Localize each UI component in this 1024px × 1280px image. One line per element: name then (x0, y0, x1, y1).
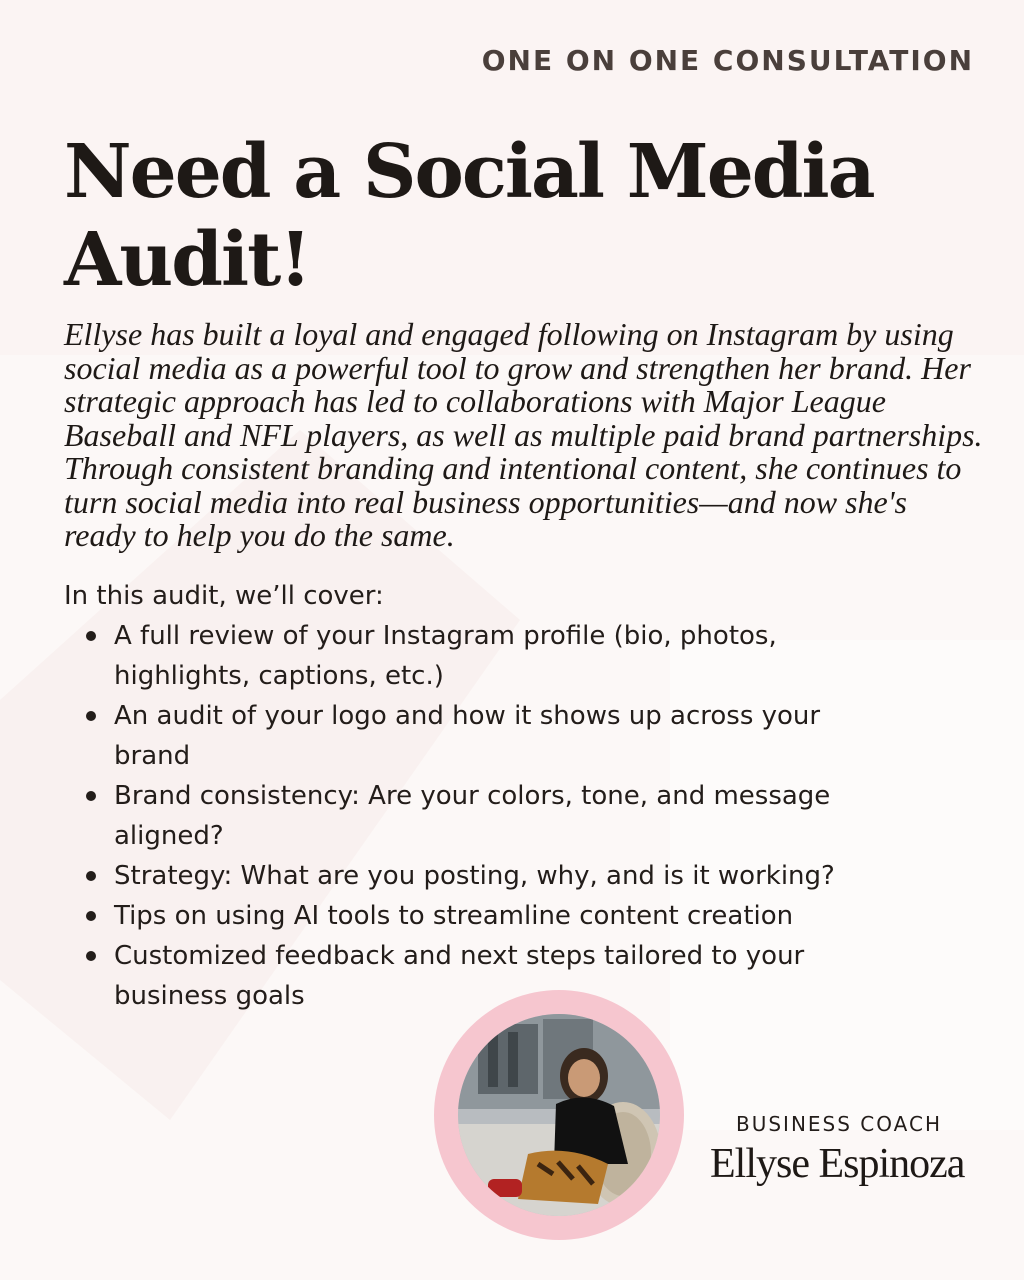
coach-bio: Ellyse has built a loyal and engaged following on Instagram by using social media as a powerful tool to grow and strengthen her brand. Her strategic approach has led to collaborations with Major League Baseball and NFL players, as well as multiple paid brand partnerships. Through consistent branding and intentional content, she continues to turn social media into real business opportunities—and now she's ready to help you do the same. (64, 316, 983, 553)
bullet-icon (86, 951, 96, 961)
page-title: Need a Social Media Audit! (64, 129, 874, 303)
audit-topic-list (64, 616, 894, 1016)
list-item (64, 616, 894, 696)
bullet-icon (86, 631, 96, 641)
list-item-text: Customized feedback and next steps tailored to your business goals (114, 941, 805, 1011)
consultation-eyebrow: ONE ON ONE CONSULTATION (481, 44, 974, 77)
list-item (64, 896, 894, 936)
list-item (64, 776, 894, 856)
list-item-text: Brand consistency: Are your colors, tone, and message aligned? (114, 781, 831, 851)
coach-photo (458, 1014, 660, 1216)
avatar (458, 1014, 660, 1216)
bullet-icon (86, 871, 96, 881)
bullet-icon (86, 911, 96, 921)
audit-intro: In this audit, we’ll cover: (64, 581, 384, 611)
list-item-text: Strategy: What are you posting, why, and is it working? (114, 861, 835, 891)
coach-title: BUSINESS COACH (736, 1112, 942, 1136)
list-item (64, 936, 894, 1016)
avatar-ring (434, 990, 684, 1240)
list-item (64, 856, 894, 896)
bullet-icon (86, 711, 96, 721)
list-item-text: Tips on using AI tools to streamline content creation (114, 901, 794, 931)
list-item-text: A full review of your Instagram profile (bio, photos, highlights, captions, etc.) (114, 621, 777, 691)
list-item (64, 696, 894, 776)
coach-name: Ellyse Espinoza (710, 1141, 965, 1187)
list-item-text: An audit of your logo and how it shows up across your brand (114, 701, 821, 771)
bullet-icon (86, 791, 96, 801)
